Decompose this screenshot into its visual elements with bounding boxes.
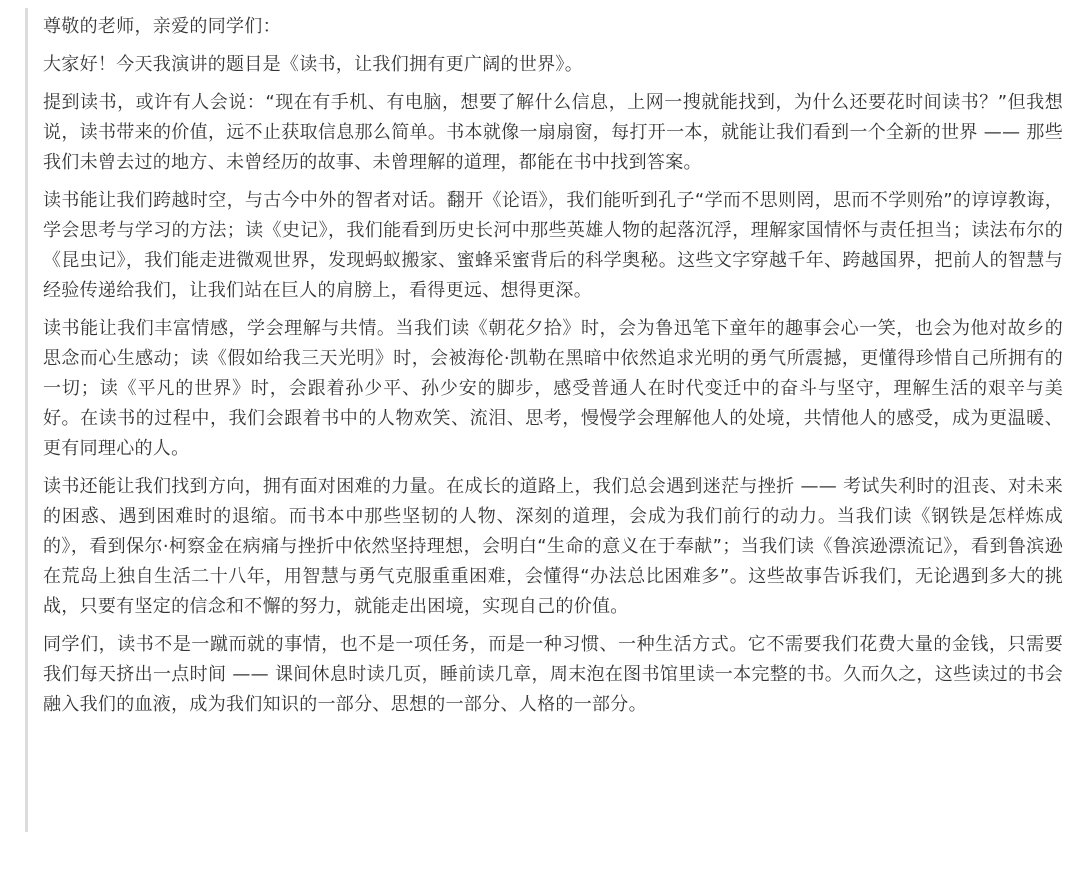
speech-article	[43, 12, 1063, 728]
paragraph-habit: 同学们，读书不是一蹴而就的事情，也不是一项任务，而是一种习惯、一种生活方式。它不需要我们花费大量的金钱，只需要我们每天挤出一点时间 —— 课间休息时读几页，睡前读几章，周末泡在图书馆里读一本完整的书。久而久之，这些读过的书会融入我们的血液，成为我们知识的一部分、思想的一部分、人格的一部分。	[43, 634, 1063, 715]
paragraph-across-time: 读书能让我们跨越时空，与古今中外的智者对话。翻开《论语》，我们能听到孔子“学而不思则罔，思而不学则殆”的谆谆教诲，学会思考与学习的方法；读《史记》，我们能看到历史长河中那些英雄人物的起落沉浮，理解家国情怀与责任担当；读法布尔的《昆虫记》，我们能走进微观世界，发现蚂蚁搬家、蜜蜂采蜜背后的科学奥秘。这些文字穿越千年、跨越国界，把前人的智慧与经验传递给我们，让我们站在巨人的肩膀上，看得更远、想得更深。	[43, 190, 1063, 301]
blockquote-rule	[25, 8, 28, 832]
paragraph-direction: 读书还能让我们找到方向，拥有面对困难的力量。在成长的道路上，我们总会遇到迷茫与挫折 —— 考试失利时的沮丧、对未来的困惑、遇到困难时的退缩。而书本中那些坚韧的人物、深刻的道理，会成为我们前行的动力。当我们读《钢铁是怎样炼成的》，看到保尔·柯察金在病痛与挫折中依然坚持理想，会明白“生命的意义在于奉献”；当我们读《鲁滨逊漂流记》，看到鲁滨逊在荒岛上独自生活二十八年，用智慧与勇气克服重重困难，会懂得“办法总比困难多”。这些故事告诉我们，无论遇到多大的挑战，只要有坚定的信念和不懈的努力，就能走出困境，实现自己的价值。	[43, 476, 1063, 617]
paragraph-intro: 大家好！今天我演讲的题目是《读书，让我们拥有更广阔的世界》。	[43, 54, 583, 75]
salutation: 尊敬的老师，亲爱的同学们：	[43, 16, 281, 37]
paragraph-emotions: 读书能让我们丰富情感，学会理解与共情。当我们读《朝花夕拾》时，会为鲁迅笔下童年的趣事会心一笑，也会为他对故乡的思念而心生感动；读《假如给我三天光明》时，会被海伦·凯勒在黑暗中依然追求光明的勇气所震撼，更懂得珍惜自己所拥有的一切；读《平凡的世界》时，会跟着孙少平、孙少安的脚步，感受普通人在时代变迁中的奋斗与坚守，理解生活的艰辛与美好。在读书的过程中，我们会跟着书中的人物欢笑、流泪、思考，慢慢学会理解他人的处境，共情他人的感受，成为更温暖、更有同理心的人。	[43, 318, 1063, 459]
paragraph-value-of-reading: 提到读书，或许有人会说：“现在有手机、有电脑，想要了解什么信息，上网一搜就能找到，为什么还要花时间读书？”但我想说，读书带来的价值，远不止获取信息那么简单。书本就像一扇扇窗，每打开一本，就能让我们看到一个全新的世界 —— 那些我们未曾去过的地方、未曾经历的故事、未曾理解的道理，都能在书中找到答案。	[43, 92, 1063, 173]
